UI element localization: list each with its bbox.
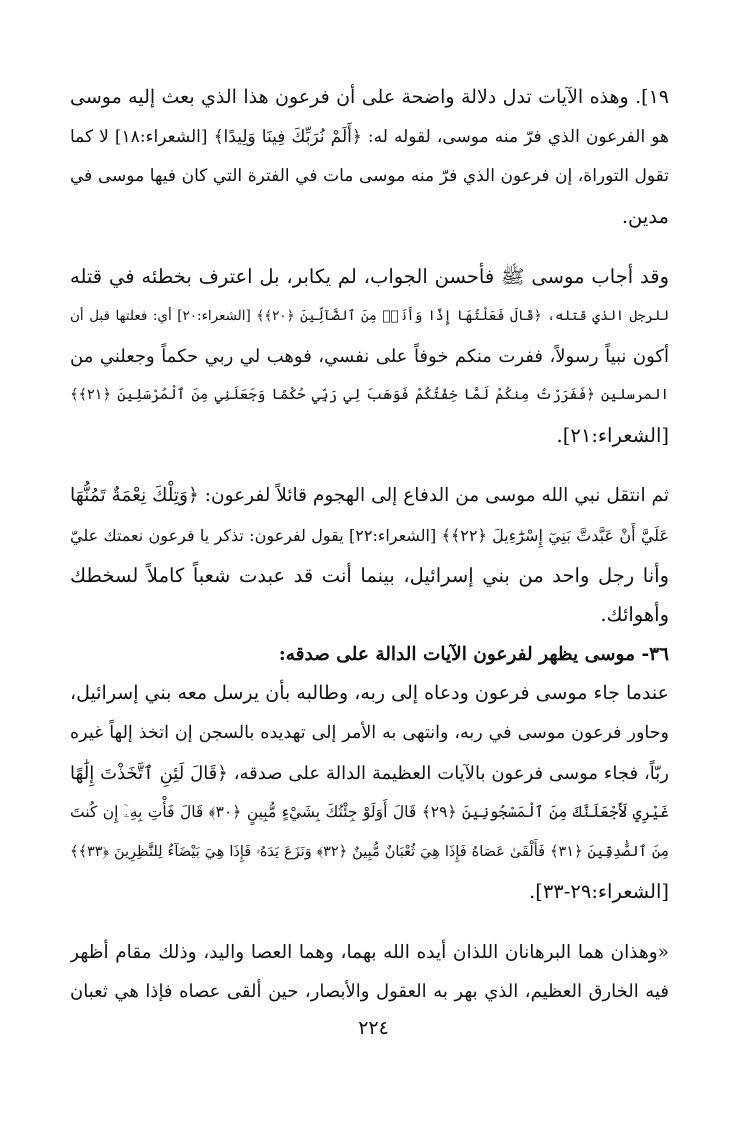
text-line: ثم انتقل نبي الله موسى من الدفاع إلى الهجوم قائلاً لفرعون: ﴿وَتِلْكَ نِعْمَةٌ تَمُنُّهَا: [70, 485, 669, 507]
text-line: ربّاً، فجاء موسى فرعون بالآيات العظيمة الدالة على صدقه، ﴿قَالَ لَئِنِ ٱتَّخَذْتَ إِلَٰهًا: [70, 762, 669, 784]
text-line: تقول التوراة، إن فرعون الذي فرّ منه موسى مات في الفترة التي كان فيها موسى في: [70, 166, 669, 187]
text-line: [الشعراء:٢١].: [556, 423, 669, 447]
text-line: أكون نبياً رسولاً، ففرت منكم خوفاً على نفسي، فوهب لي ربي حكماً وجعلني من: [70, 345, 669, 367]
section-heading: ٣٦- موسى يظهر لفرعون الآيات الدالة على صدقه:: [278, 643, 669, 665]
text-line: عندما جاء موسى فرعون ودعاه إلى ربه، وطالبه بأن يرسل معه بني إسرائيل،: [70, 682, 669, 705]
text-line: وقد أجاب موسى ﷺ فأحسن الجواب، لم يكابر، بل اعترف بخطئه في قتله: [70, 265, 669, 289]
text-line: المرسلين ﴿فَفَرَرْتُ مِنكُمْ لَمَّا خِفْتُكُمْ فَوَهَبَ لِي رَبِّي حُكْمًا وَجَعَلَنِي مِنَ ٱلْمُرْسَلِينَ ﴿٢١﴾﴾: [70, 387, 669, 404]
paragraph-gap: [70, 236, 669, 257]
text-line: غَيْرِي لَأَجْعَلَنَّكَ مِنَ ٱلْمَسْجُونِينَ ﴿٢٩﴾ قَالَ أَوَلَوْ جِئْتُكَ بِشَيْءٍ مُّبِينٍ ﴿٣٠﴾ قَالَ فَأْتِ بِهِۦٓ إِن كُنتَ: [70, 803, 669, 822]
text-line: هو الفرعون الذي فرّ منه موسى، لقوله له: ﴿أَلَمْ نُرَبِّكَ فِينَا وَلِيدًا﴾ [الشعراء:١٨] لا كما: [70, 126, 669, 147]
text-line: «وهذان هما البرهانان اللذان أيده الله بهما، وهما العصا واليد، وذلك مقام أظهر: [70, 941, 669, 963]
text-line: وحاور فرعون موسى في ربه، وانتهى به الأمر إلى تهديده بالسجن إن اتخذ إلهاً غيره: [70, 722, 669, 743]
paragraph-4: [70, 674, 669, 912]
paragraph-5: [70, 933, 669, 1012]
text-line: [الشعراء:٢٩-٣٣].: [529, 880, 669, 904]
page-number: ٢٢٤: [358, 1017, 389, 1039]
text-line: مدين.: [621, 204, 669, 228]
text-line: ١٩]. وهذه الآيات تدل دلالة واضحة على أن فرعون هذا الذي بعث إليه موسى: [70, 86, 669, 108]
text-line: مِنَ ٱلصَّٰدِقِينَ ﴿٣١﴾ فَأَلْقَىٰ عَصَاهُ فَإِذَا هِيَ ثُعْبَانٌ مُّبِينٌ ﴿٣٢﴾ وَنَزَعَ يَدَهُۥ فَإِذَا هِيَ بَيْضَآءُ لِلنَّٰظِرِينَ ﴿٣٣﴾﴾: [70, 843, 669, 860]
paragraph-3: [70, 476, 669, 634]
text-line: وأنا رجل واحد من بني إسرائيل، بينما أنت قد عبدت شعباً كاملاً لسخطك: [70, 563, 669, 587]
paragraph-1: [70, 78, 669, 236]
text-line: عَلَيَّ أَنْ عَبَّدتَّ بَنِيٓ إِسْرَٰٓءِيلَ ﴿٢٢﴾﴾ [الشعراء:٢٢] يقول لفرعون: تذكر يا فرعون نعمتك عليّ: [70, 525, 669, 545]
paragraph-gap: [70, 455, 669, 476]
text-line: وأهوائك.: [600, 603, 669, 627]
text-line: للرجل الذي قتله، ﴿قَالَ فَعَلْتُهَا إِذًا وَأَنَا۠ مِنَ ٱلضَّآلِّينَ ﴿٢٠﴾﴾ [الشعراء:٢٠] أي: فعلتها قبل أن: [70, 307, 669, 324]
paragraph-gap: [70, 912, 669, 933]
paragraph-2: [70, 257, 669, 455]
text-line: فيه الخارق العظيم، الذي بهر به العقول والأبصار، حين ألقى عصاه فإذا هي ثعبان: [70, 981, 669, 1003]
